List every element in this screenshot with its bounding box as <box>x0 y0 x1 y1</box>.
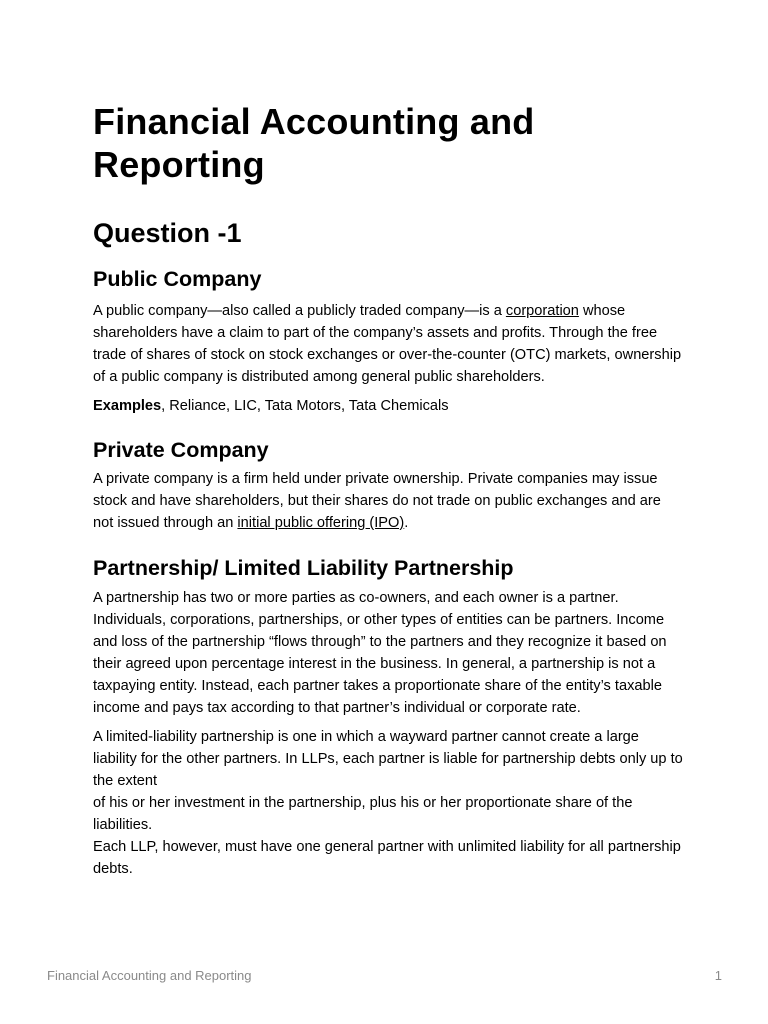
partnership-paragraph: A partnership has two or more parties as co-owners, and each owner is a partner. Individuals, corporations, partnerships, or other types of entities can be partners. Income and loss of the partnership “flows through” to the partners and they recognize it based on their agreed upon percentage interest in the business. In general, a partnership is not a taxpaying entity. Instead, each partner takes a proportionate share of the entity’s taxable income and pays tax according to that partner’s individual or corporate rate. <box>93 590 667 716</box>
question-heading: Question -1 <box>93 218 242 248</box>
llp-line-3: Each LLP, however, must have one general partner with unlimited liability for all partnership <box>93 839 681 855</box>
private-company-text-end: . <box>404 515 409 531</box>
private-company-heading: Private Company <box>93 438 269 462</box>
llp-paragraph <box>93 726 683 880</box>
partnership-heading: Partnership/ Limited Liability Partnership <box>93 556 514 580</box>
ipo-link[interactable]: initial public offering (IPO) <box>237 515 405 531</box>
footer-title: Financial Accounting and Reporting <box>47 968 252 983</box>
private-company-paragraph <box>93 468 683 534</box>
document-body <box>93 100 683 880</box>
private-company-text-start: A private company is a firm held under private ownership. Private companies may issue stock and have shareholders, but their shares do not trade on public exchanges and are not issued through an <box>93 471 661 531</box>
public-company-examples <box>93 395 683 417</box>
public-company-text-end: whose shareholders have a claim to part of the company’s assets and profits. Through the free trade of shares of stock on stock exchanges or over-the-counter (OTC) markets, ownership of a public company is distributed among general public shareholders. <box>93 303 682 385</box>
public-company-heading: Public Company <box>93 267 262 291</box>
examples-text: , Reliance, LIC, Tata Motors, Tata Chemicals <box>161 398 449 414</box>
examples-label: Examples <box>93 398 162 414</box>
corporation-link[interactable]: corporation <box>505 303 579 319</box>
document-title: Financial Accounting and Reporting <box>93 101 535 185</box>
llp-line-1: A limited-liability partnership is one in which a wayward partner cannot create a large liability for the other partners. In LLPs, each partner is liable for partnership debts only up to the extent <box>93 729 683 789</box>
llp-line-2: of his or her investment in the partnership, plus his or her proportionate share of the liabilities. <box>93 795 633 833</box>
public-company-text-start: A public company—also called a publicly traded company—is a <box>93 303 506 319</box>
public-company-paragraph <box>93 300 683 388</box>
page-number: 1 <box>714 968 722 983</box>
llp-line-4: debts. <box>93 861 133 877</box>
